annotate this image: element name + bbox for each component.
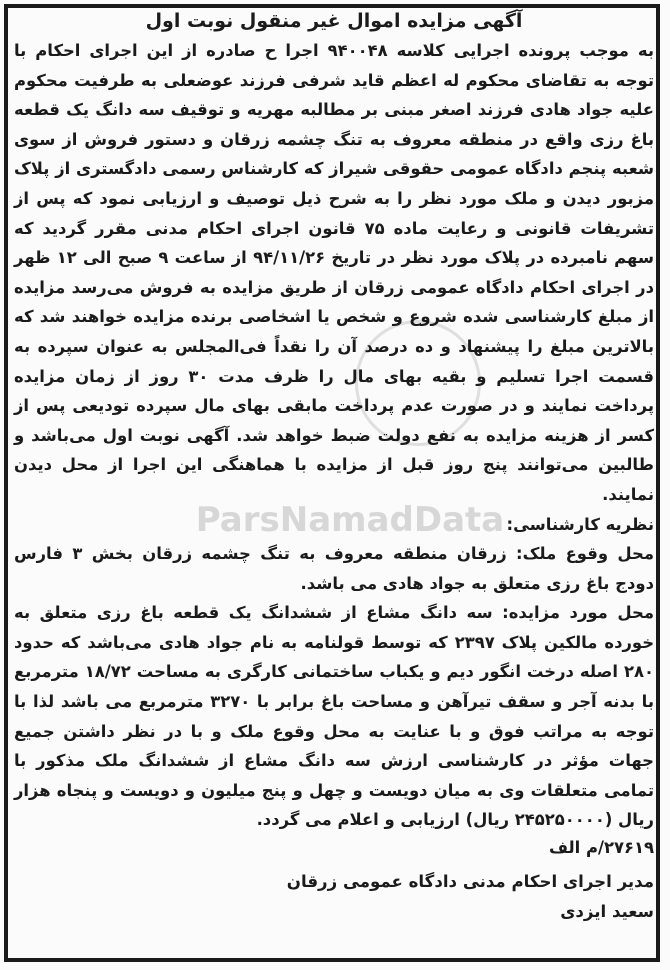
expert-opinion-heading: نظریه کارشناسی: [506, 514, 654, 534]
signer-title: مدیر اجرای احکام مدنی دادگاه عمومی زرقان [286, 872, 654, 892]
notice-body: به موجب پرونده اجرایی کلاسه ۹۴۰۰۴۸ اجرا ح صادره از این اجرای احکام با توجه به تقاضای محکوم له اعظم قاید شرفی فرزند عوضعلی به طرفیت محکوم علیه جواد هادی فرزند اصغر مبنی بر مطالبه مهریه و توقیف سه دانگ یک قطعه باغ رزی واقع در منطقه معروف به تنگ چشمه زرقان و دستور فروش از سوی شعبه پنجم دادگاه عمومی حقوقی شیراز که کارشناس رسمی دادگستری از پلاک مزبور دیدن و ملک مورد نظر را به شرح ذیل توصیف و ارزیابی نمود که پس از تشریفات قانونی و رعایت ماده ۷۵ قانون اجرای احکام مدنی مقرر گردید که سهم نامبرده در پلاک مورد نظر در تاریخ ۹۴/۱۱/۲۶ از ساعت ۹ صبح الی ۱۲ ظهر در اجرای احکام دادگاه عمومی زرقان از طریق مزایده به فروش می‌رسد مزایده از مبلغ کارشناسی شده شروع و شخص یا اشخاصی برنده مزایده خواهند شد که بالاترین مبلغ را پیشنهاد و ده درصد آن را نقداً فی‌المجلس به عنوان سپرده به قسمت اجرا تسلیم و بقیه بهای مال را ظرف مدت ۳۰ روز از زمان مزایده پرداخت نمایند و در صورت عدم پرداخت مابقی بهای مال سپرده تودیعی پس از کسر از هزینه مزایده به نفع دولت ضبط خواهد شد. آگهی نوبت اول می‌باشد و طالبین می‌توانند پنج روز قبل از مزایده با هماهنگی این اجرا از محل دیدن نمایند. [14, 41, 654, 504]
property-location: محل وقوع ملک: زرقان منطقه معروف به تنگ چشمه زرقان بخش ۳ فارس دودج باغ رزی متعلق به جواد هادی می باشد. [14, 544, 654, 593]
auction-subject: محل مورد مزایده: سه دانگ مشاع از ششدانگ یک قطعه باغ رزی متعلق به خورده مالکین پلاک ۲۳۹۷ که توسط قولنامه به نام جواد هادی می‌باشد که حدود ۲۸۰ اصله درخت انگور دیم و یکباب ساختمانی کارگری به مساحت ۱۸/۷۲ مترمربع با بدنه آجر و سقف تیرآهن و مساحت باغ برابر با ۳۲۷۰ مترمربع می باشد لذا با توجه به مراتب فوق و با عنایت به محل وقوع ملک و با در نظر داشتن جمیع جهات مؤثر در کارشناسی ارزش سه دانگ مشاع از ششدانگ ملک مذکور با تمامی متعلقات وی به میان دویست و چهل و پنج میلیون و دویست و پنجاه هزار ریال (۲۴۵۲۵۰۰۰۰ ریال) ارزیابی و اعلام می گردد. [14, 603, 655, 830]
reference-number: ۲۷۶۱۹/م الف [548, 838, 654, 858]
notice-content [14, 8, 654, 926]
notice-title: آگهی مزایده اموال غیر منقول نوبت اول [145, 10, 523, 32]
watermark: ParsNamadData [195, 500, 505, 540]
signer-name: سعید ایزدی [560, 901, 654, 921]
